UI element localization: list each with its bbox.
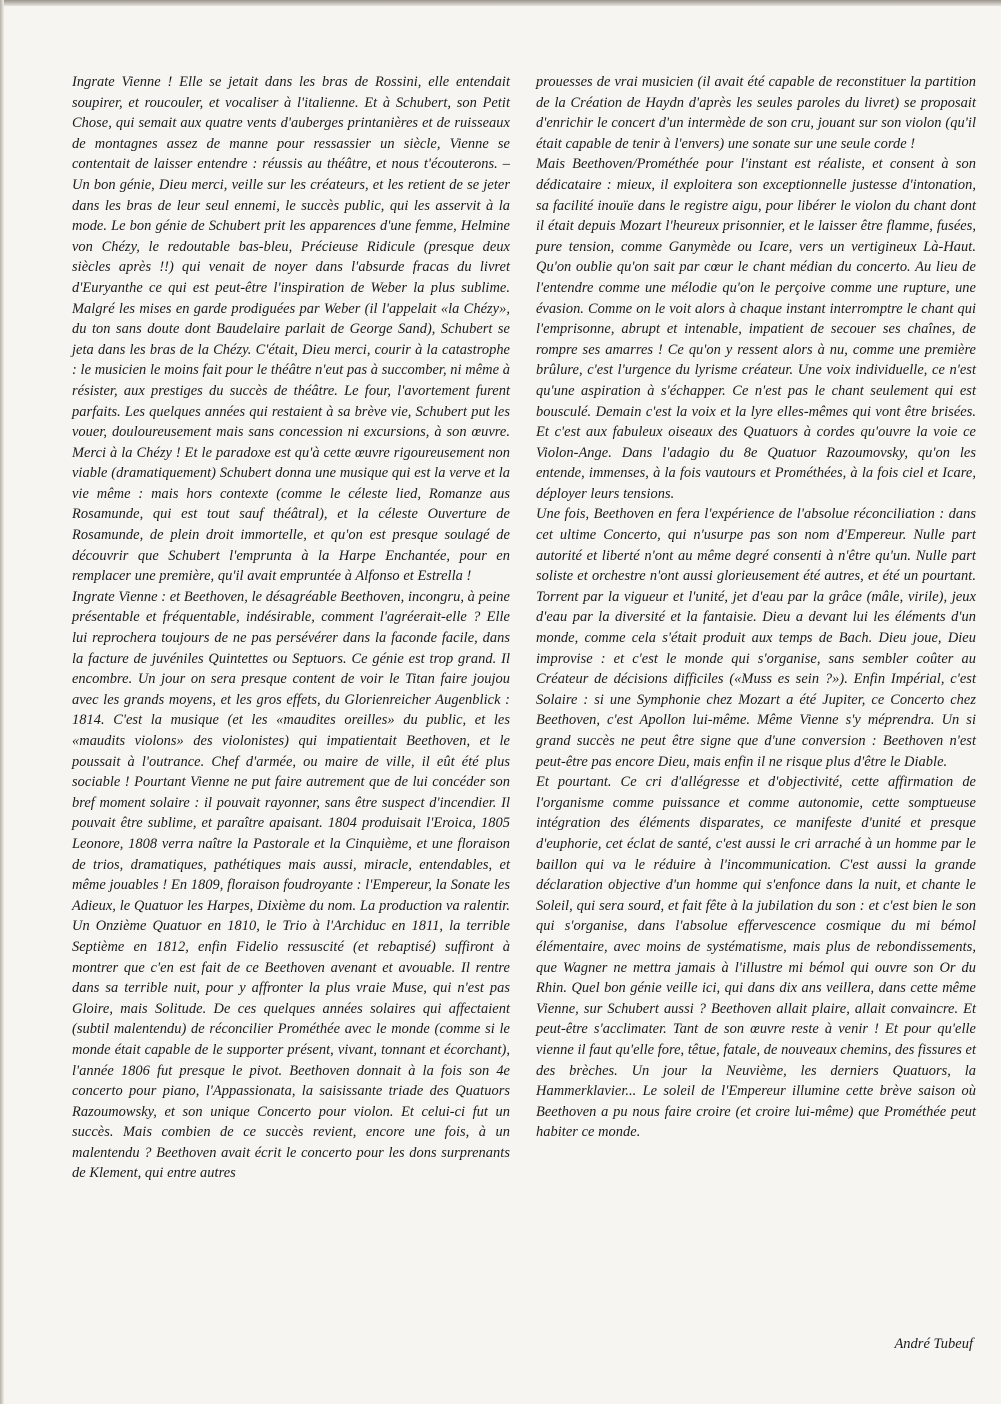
right-column xyxy=(536,72,976,1143)
paragraph: prouesses de vrai musicien (il avait été capable de reconstituer la partition de la Création de Haydn d'après les seules paroles du livret) se proposait d'enrichir le concert d'un intermède de son cru, jouant sur son violon (qu'il était capable de tenir à l'envers) une sonate sur une seule corde ! xyxy=(536,74,976,152)
author-signature: André Tubeuf xyxy=(894,1336,973,1352)
scan-edge-left xyxy=(0,0,4,1404)
left-column xyxy=(72,72,510,1184)
paragraph: Ingrate Vienne ! Elle se jetait dans les bras de Rossini, elle entendait soupirer, et roucouler, et vocaliser à l'italienne. Et à Schubert, son Petit Chose, qui semait aux quatre vents d'auberges printanières et de ruisseaux de montagnes assez de manne pour ressassier un siècle, Vienne se contentait de laisser entendre : réussis au théâtre, et nous t'écouterons. – Un bon génie, Dieu merci, veille sur les créateurs, et les retient de se jeter dans les bras de leur seul ennemi, le succès public, qui les asservit à la mode. Le bon génie de Schubert prit les apparences d'une femme, Helmine von Chézy, le redoutable bas-bleu, Précieuse Ridicule (presque deux siècles après !!) qui venait de noyer dans l'absurde fracas du livret d'Euryanthe ce qui est peut-être l'inspiration de Weber la plus sublime. Malgré les mises en garde prodiguées par Weber (il l'appelait «la Chézy», du ton sans doute dont Baudelaire parlait de George Sand), Schubert se jeta dans les bras de la Chézy. C'était, Dieu merci, courir à la catastrophe : le musicien le moins fait pour le théâtre n'eut pas à succomber, ni même à résister, aux prestiges du succès de théâtre. Le four, l'avortement furent parfaits. Les quelques années qui restaient à sa brève vie, Schubert put les vouer, douloureusement mais sans concession ni excursions, à son œuvre. Merci à la Chézy ! Et le paradoxe est qu'à cette œuvre rigoureusement non viable (dramatiquement) Schubert donna une musique qui est la verve et la vie même : mais hors contexte (comme le céleste lied, Romanze aus Rosamunde, qui est tout sauf théâtral), et la céleste Ouverture de Rosamunde, de plein droit immortelle, et qu'on est presque soulagé de découvrir que Schubert l'emprunta à la Harpe Enchantée, pour en remplacer une première, qu'il avait empruntée à Alfonso et Estrella ! xyxy=(72,74,510,585)
paragraph: Mais Beethoven/Prométhée pour l'instant est réaliste, et consent à son dédicataire : mieux, il exploitera son exceptionnelle justesse d'intonation, sa facilité inouïe dans le registre aigu, pour libérer le violon du chant dont il était depuis Mozart l'heureux prisonnier, et le laisser être flamme, fusées, pure tension, comme Ganymède ou Icare, vers un vertigineux Là-Haut. Qu'on oublie qu'on sait par cœur le chant médian du concerto. Au lieu de l'entendre comme une mélodie qu'on le perçoive comme une rupture, une évasion. Comme on le voit alors à chaque instant interromptre le chant qui l'emprisonne, abrupt et intenable, impatient de secouer ses chaînes, de rompre ses amarres ! Ce qu'on y ressent alors à nu, comme une première brûlure, c'est l'urgence du lyrisme créateur. Une voix individuelle, ce n'est qu'une aspiration à s'échapper. Ce n'est pas le chant seulement qui est bousculé. Demain c'est la voix et la lyre elles-mêmes qui vont être brisées. Et c'est aux fabuleux oiseaux des Quatuors à cordes qu'ouvre la voie ce Violon-Ange. Dans l'adagio du 8e Quatuor Razoumovsky, qu'on les entende, immenses, à la fois vautours et Prométhées, à la fois ciel et Icare, déployer leurs tensions. xyxy=(536,156,976,502)
scan-edge-top xyxy=(0,0,1001,6)
paragraph: Et pourtant. Ce cri d'allégresse et d'objectivité, cette affirmation de l'organisme comme puissance et comme autonomie, cette somptueuse intégration des éléments disparates, ce manifeste d'unité et presque d'euphorie, cet éclat de santé, c'est aussi le cri arraché à un homme par le baillon qui va le réduire à l'incommunication. C'est aussi la grande déclaration objective d'un homme qui s'enfonce dans la nuit, et chante le Soleil, qui sera sourd, et fait fête à la jubilation du son : et c'est bien le son qui s'organise, dans l'absolue effervescence cosmique du mi bémol élémentaire, avec moins de systématisme, mais plus de rebondissements, que Wagner ne mettra jamais à l'illustre mi bémol qui ouvre son Or du Rhin. Quel bon génie veille ici, qui dans dix ans veillera, dans cette même Vienne, sur Schubert aussi ? Beethoven allait plaire, allait convaincre. Et peut-être s'acclimater. Tant de son œuvre reste à venir ! Et pour qu'elle vienne il faut qu'elle fore, têtue, fatale, de nouveaux chemins, des fissures et des brèches. Un jour la Neuvième, les derniers Quatuors, la Hammerklavier... Le soleil de l'Empereur illumine cette brève saison où Beethoven a pu nous faire croire (et croire lui-même) que Prométhée peut habiter ce monde. xyxy=(536,774,977,1141)
paragraph: Une fois, Beethoven en fera l'expérience de l'absolue réconciliation : dans cet ultime Concerto, qui n'usurpe pas son nom d'Empereur. Nulle part autorité et liberté n'ont au même degré consenti à n'être qu'un. Nulle part soliste et orchestre n'ont aussi glorieusement été autres, et été un pourtant. Torrent par la vigueur et l'unité, jet d'eau par la grâce (mâle, virile), jeux d'eau par la diversité et la fantaisie. Dieu a devant lui les éléments d'un monde, comme cela s'était produit aux temps de Bach. Dieu joue, Dieu improvise : et c'est le monde qui s'organise, sans sembler coûter au Créateur de décisions difficiles («Muss es sein ?»). Enfin Impérial, c'est Solaire : si une Symphonie chez Mozart a été Jupiter, ce Concerto chez Beethoven, c'est Apollon lui-même. Même Vienne s'y méprendra. Un si grand succès ne peut être signe que d'une conversion : Beethoven n'est peut-être pas encore Dieu, mais enfin il ne risque plus d'être le Diable. xyxy=(536,506,976,770)
paragraph: Ingrate Vienne : et Beethoven, le désagréable Beethoven, incongru, à peine présentable et fréquentable, indésirable, comment l'agréerait-elle ? Elle lui reprochera toujours de ne pas persévérer dans la faconde facile, dans la facture de juvéniles Quintettes ou Septuors. Ce génie est trop grand. Il encombre. Un jour on sera presque content de voir le Titan faire joujou avec les grands moyens, et les gros effets, du Glorienreicher Augenblick : 1814. C'est la musique (et les «maudites oreilles» du public, et les «maudits violons» des violonistes) qui impatientait Beethoven, et le poussait à l'outrance. Chef d'armée, ou maire de ville, il eût été plus sociable ! Pourtant Vienne ne put faire autrement que de lui concéder son bref moment solaire : il pouvait rayonner, sans être suspect d'incendier. Il pouvait être sublime, et paraître apaisant. 1804 produisait l'Eroica, 1805 Leonore, 1808 verra naître la Pastorale et la Cinquième, et une floraison de trios, dramatiques, pathétiques mais aussi, miracle, entendables, et même jouables ! En 1809, floraison foudroyante : l'Empereur, la Sonate les Adieux, le Quatuor les Harpes, Dixième du nom. La production va ralentir. Un Onzième Quatuor en 1810, le Trio à l'Archiduc en 1811, la terrible Septième en 1812, enfin Fidelio ressuscité (et rebaptisé) suffiront à montrer que c'en est fait de ce Beethoven avenant et avouable. Il rentre dans sa terrible nuit, pour y affronter la plus vraie Muse, qui n'est pas Gloire, mais Solitude. De ces quelques années solaires qui affectaient (subtil malentendu) de réconcilier Prométhée avec le monde (comme si le monde était capable de le supporter présent, vivant, tonnant et écorchant), l'année 1806 fut presque le pivot. Beethoven donnait à la fois son 4e concerto pour piano, l'Appassionata, la saisissante triade des Quatuors Razoumowsky, et son unique Concerto pour violon. Et celui-ci fut un succès. Mais combien de ce succès revient, encore une fois, à un malentendu ? Beethoven avait écrit le concerto pour les dons surprenants de Klement, qui entre autres xyxy=(72,588,510,1182)
